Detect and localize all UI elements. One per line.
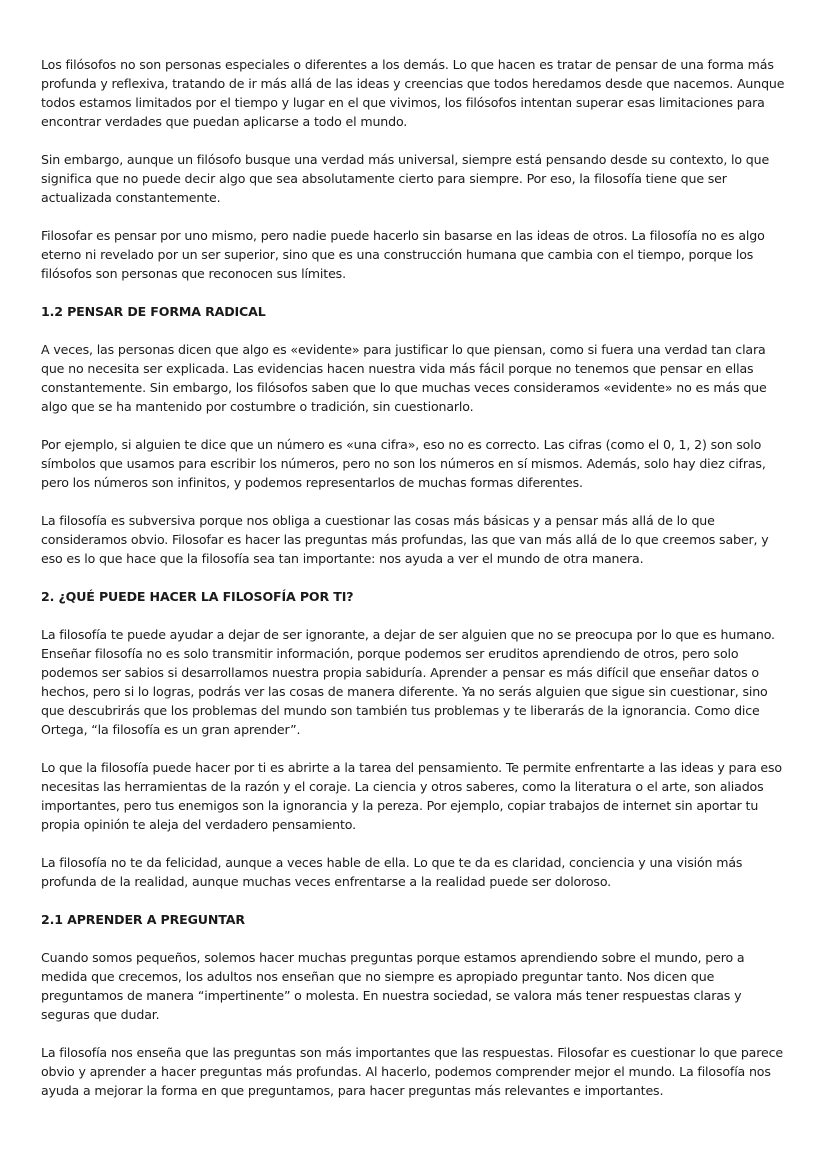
paragraph-stop-being-ignorant: La filosofía te puede ayudar a dejar de ser ignorante, a dejar de ser alguien que no se preocupa por lo que es humano. Enseñar filosofía no es solo transmitir información, porque podemos ser eruditos aprendiendo de otros, pero solo podemos ser sabios si desarrollamos nuestra propia sabiduría. Aprender a pensar es más difícil que enseñar datos o hechos, pero si lo logras, podrás ver las cosas de manera diferente. Ya no serás alguien que sigue sin cuestionar, sino que descubrirás que los problemas del mundo son también tus problemas y te liberarás de la ignorancia. Como dice Ortega, “la filosofía es un gran aprender”. — [41, 627, 775, 737]
section-heading-think-radically: 1.2 PENSAR DE FORMA RADICAL — [41, 304, 266, 319]
document-page — [41, 55, 789, 1119]
paragraph-universal-truth-context: Sin embargo, aunque un filósofo busque una verdad más universal, siempre está pensando desde su contexto, lo que significa que no puede decir algo que sea absolutamente cierto para siempre. Por eso, la filosofía tiene que ser actualizada constantemente. — [41, 152, 770, 205]
paragraph-philosophers-not-special: Los filósofos no son personas especiales o diferentes a los demás. Lo que hacen es tratar de pensar de una forma más profunda y reflexiva, tratando de ir más allá de las ideas y creencias que todos heredamos desde que nacemos. Aunque todos estamos limitados por el tiempo y lugar en el que vivimos, los filósofos intentan superar esas limitaciones para encontrar verdades que puedan aplicarse a todo el mundo. — [41, 57, 785, 129]
paragraph-think-for-yourself: Filosofar es pensar por uno mismo, pero nadie puede hacerlo sin basarse en las ideas de otros. La filosofía no es algo eterno ni revelado por un ser superior, sino que es una construcción humana que cambia con el tiempo, porque los filósofos son personas que reconocen sus límites. — [41, 228, 765, 281]
paragraph-children-questions: Cuando somos pequeños, solemos hacer muchas preguntas porque estamos aprendiendo sobre el mundo, pero a medida que crecemos, los adultos nos enseñan que no siempre es apropiado preguntar tanto. Nos dicen que preguntamos de manera “impertinente” o molesta. En nuestra sociedad, se valora más tener respuestas claras y seguras que dudar. — [41, 950, 745, 1022]
paragraph-clarity-not-happiness: La filosofía no te da felicidad, aunque a veces hable de ella. Lo que te da es claridad, conciencia y una visión más profunda de la realidad, aunque muchas veces enfrentarse a la realidad puede ser doloroso. — [41, 855, 743, 889]
section-heading-learn-to-ask: 2.1 APRENDER A PREGUNTAR — [41, 912, 245, 927]
paragraph-subversive-philosophy: La filosofía es subversiva porque nos obliga a cuestionar las cosas más básicas y a pensar más allá de lo que consideramos obvio. Filosofar es hacer las preguntas más profundas, las que van más allá de lo que creemos saber, y eso es lo que hace que la filosofía sea tan importante: nos ayuda a ver el mundo de otra manera. — [41, 513, 769, 566]
section-heading-what-philosophy-can-do: 2. ¿QUÉ PUEDE HACER LA FILOSOFÍA POR TI? — [41, 589, 354, 604]
paragraph-number-cipher-example: Por ejemplo, si alguien te dice que un número es «una cifra», eso no es correcto. Las cifras (como el 0, 1, 2) son solo símbolos que usamos para escribir los números, pero no son los números en sí mismos. Además, solo hay diez cifras, pero los números son infinitos, y podemos representarlos de muchas formas diferentes. — [41, 437, 766, 490]
paragraph-task-of-thinking: Lo que la filosofía puede hacer por ti es abrirte a la tarea del pensamiento. Te permite enfrentarte a las ideas y para eso necesitas las herramientas de la razón y el coraje. La ciencia y otros saberes, como la literatura o el arte, son aliados importantes, pero tus enemigos son la ignorancia y la pereza. Por ejemplo, copiar trabajos de internet sin aportar tu propia opinión te aleja del verdadero pensamiento. — [41, 760, 782, 832]
paragraph-questions-over-answers: La filosofía nos enseña que las preguntas son más importantes que las respuestas. Filosofar es cuestionar lo que parece obvio y aprender a hacer preguntas más profundas. Al hacerlo, podemos comprender mejor el mundo. La filosofía nos ayuda a mejorar la forma en que preguntamos, para hacer preguntas más relevantes e importantes. — [41, 1045, 783, 1098]
paragraph-evident: A veces, las personas dicen que algo es «evidente» para justificar lo que piensan, como si fuera una verdad tan clara que no necesita ser explicada. Las evidencias hacen nuestra vida más fácil porque no tenemos que pensar en ellas constantemente. Sin embargo, los filósofos saben que lo que muchas veces consideramos «evidente» no es más que algo que se ha mantenido por costumbre o tradición, sin cuestionarlo. — [41, 342, 767, 414]
